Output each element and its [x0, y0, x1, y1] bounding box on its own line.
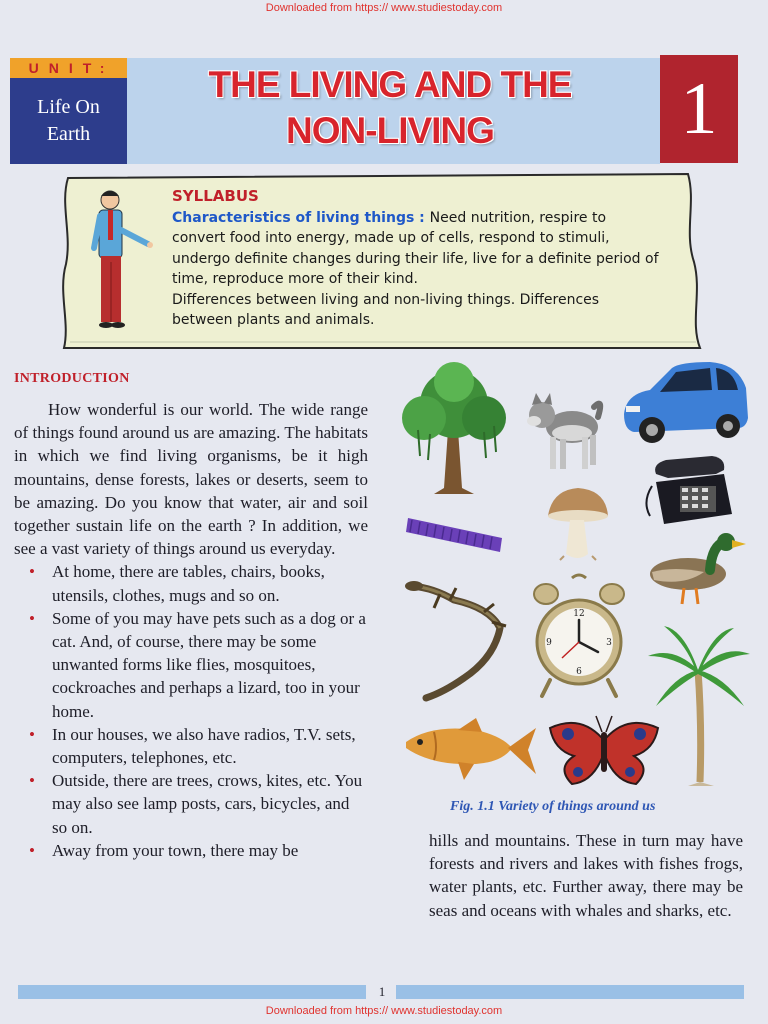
introduction-right-column [429, 829, 743, 922]
alarm-clock-icon [532, 572, 626, 706]
introduction-paragraph: How wonderful is our world. The wide range of things found around us are amazing. The habitats in which we find living organisms, be it high mountains, dense forests, lakes or deserts, seem to be amazing. Do you know that water, air and soil together sustain life on the earth ? In addition, we see a vast variety of things around us everyday. [14, 400, 368, 559]
lizard-icon [404, 578, 516, 702]
figure-caption: Fig. 1.1 Variety of things around us [450, 799, 656, 814]
mushroom-icon [544, 486, 612, 562]
chapter-title [150, 62, 630, 154]
introduction-left-column [14, 398, 368, 862]
unit-box [10, 58, 127, 164]
introduction-heading: INTRODUCTION [14, 371, 130, 386]
comb-icon [404, 512, 506, 554]
teacher-figure-icon [88, 186, 160, 332]
syllabus-separator: : [414, 209, 430, 226]
syllabus-paragraph-2: Differences between living and non-living things. Differences between plants and animals. [172, 291, 600, 328]
list-item: • In our houses, we also have radios, T.V. sets, computers, telephones, etc. [14, 723, 368, 769]
list-item: • At home, there are tables, chairs, books, utensils, clothes, mugs and so on. [14, 560, 368, 606]
syllabus-heading: SYLLABUS [172, 187, 259, 205]
footer-bar-left [18, 985, 366, 999]
syllabus-paragraph-1 [172, 208, 662, 290]
syllabus-key: Characteristics of living things [172, 209, 415, 226]
telephone-icon [642, 456, 734, 528]
footer-bar-right [396, 985, 744, 999]
introduction-continuation: hills and mountains. These in turn may have forests and rivers and lakes with fishes frogs, water plants, etc. Further away, there may be seas and oceans with whales and sharks, etc. [429, 831, 743, 920]
svg-text:6: 6 [576, 667, 582, 677]
car-icon [620, 358, 752, 448]
butterfly-icon [544, 712, 664, 788]
svg-text:3: 3 [606, 638, 612, 648]
chapter-title-line1: THE LIVING AND THE [208, 64, 572, 105]
unit-title-line1: Life On [37, 96, 100, 118]
watermark-top[interactable]: Downloaded from https:// www.studiestoday.com [265, 2, 503, 14]
duck-icon [644, 528, 746, 610]
syllabus-text1: Need nutrition, respire to convert food into energy, made up of cells, respond to stimuli, undergo definite changes during their life, live for a definite period of time, reproduce more of their kind. [172, 209, 659, 287]
fish-icon [402, 718, 538, 784]
list-item: • Some of you may have pets such as a dog or a cat. And, of course, there may be some unwanted forms like flies, mosquitoes, cockroaches and perhaps a lizard, too in your home. [14, 607, 368, 723]
unit-label: UNIT: [10, 58, 127, 78]
unit-title [10, 94, 127, 148]
list-item: • Away from your town, there may be [14, 839, 368, 862]
chapter-title-line2: NON-LIVING [286, 110, 494, 151]
introduction-bullets [14, 560, 368, 862]
chapter-number: 1 [660, 55, 738, 163]
syllabus-text [172, 186, 662, 331]
svg-text:9: 9 [546, 638, 552, 648]
page-number: 1 [378, 984, 386, 999]
list-item: • Outside, there are trees, crows, kites, etc. You may also see lamp posts, cars, bicycles, and so on. [14, 769, 368, 839]
watermark-bottom[interactable]: Downloaded from https:// www.studiestoday.com [265, 1005, 503, 1017]
unit-title-line2: Earth [46, 123, 91, 145]
svg-text:12: 12 [573, 609, 585, 619]
tree-icon [398, 360, 510, 498]
dog-icon [524, 393, 604, 475]
